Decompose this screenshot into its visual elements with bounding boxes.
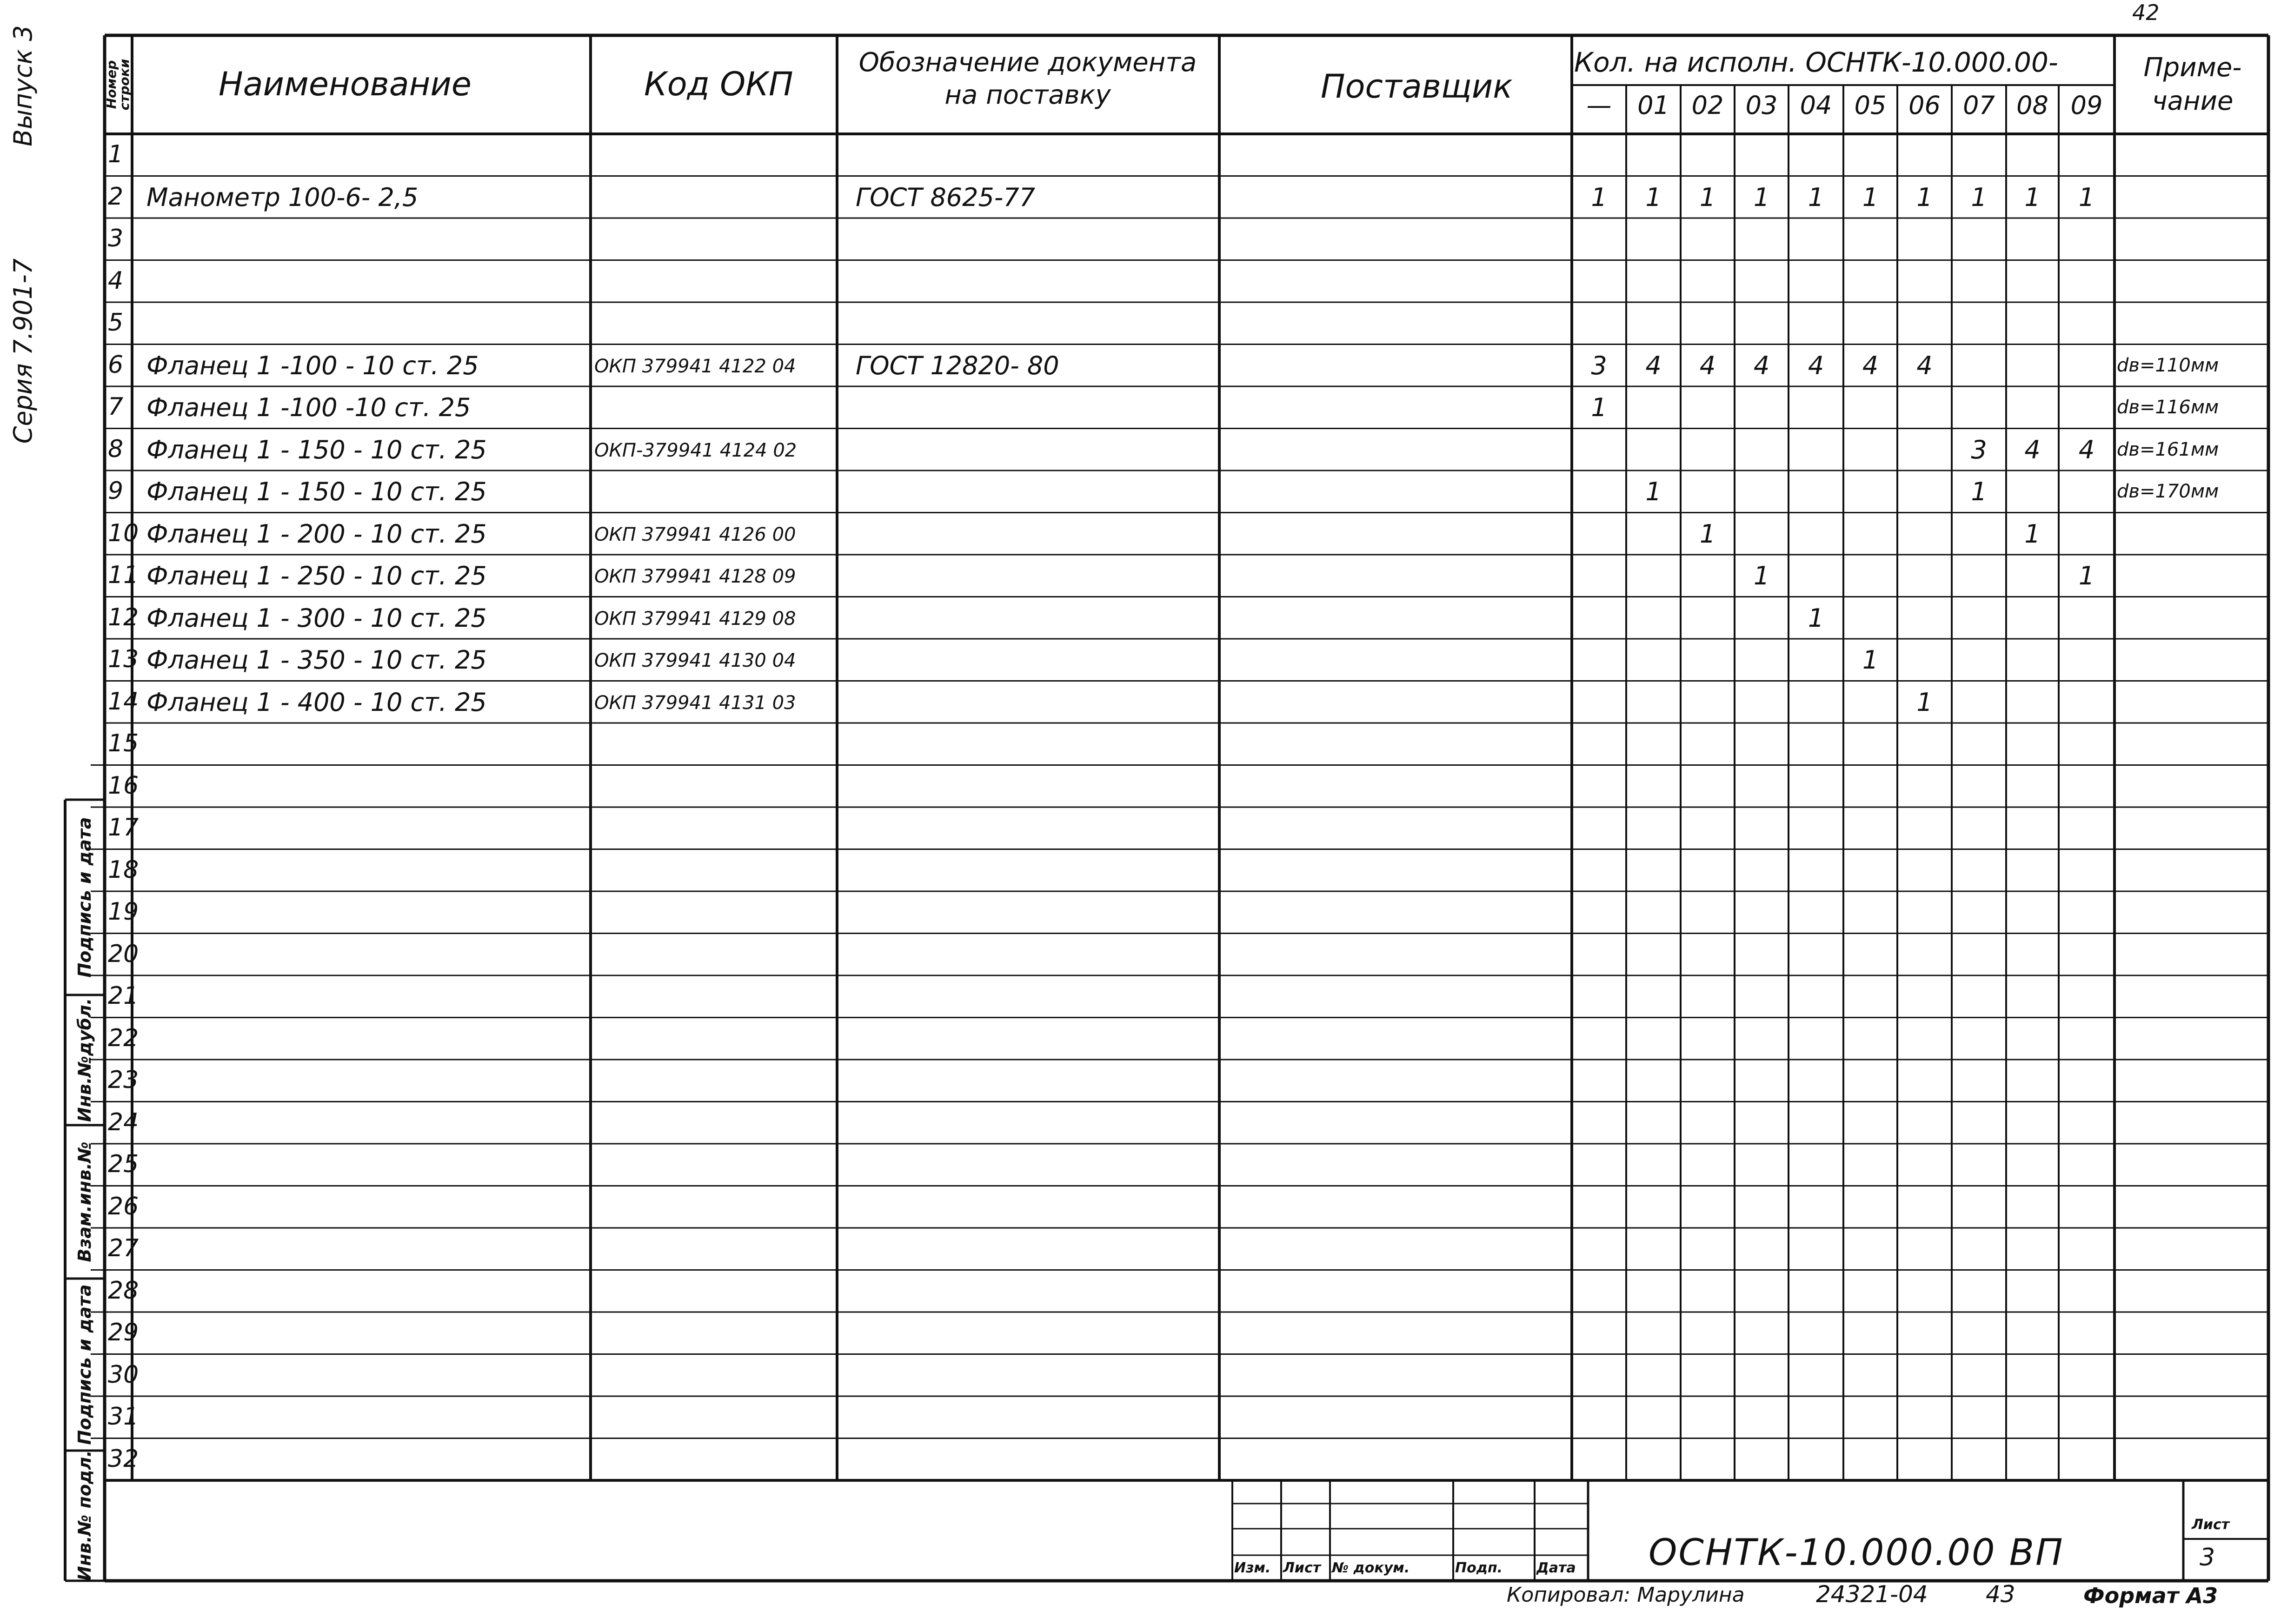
row-number: 28 <box>108 1276 139 1305</box>
header-qty-col: 06 <box>1908 91 1941 120</box>
row-name: Фланец 1 - 200 - 10 ст. 25 <box>146 519 487 549</box>
header-qty-col: 07 <box>1963 91 1995 120</box>
row-qty: 4 <box>1753 351 1770 380</box>
header-qty-col: 09 <box>2070 91 2103 120</box>
row-qty: 1 <box>1699 182 1716 212</box>
row-qty: 1 <box>1591 182 1607 212</box>
row-qty: 4 <box>2078 435 2095 464</box>
row-number: 27 <box>108 1234 139 1262</box>
row-qty: 1 <box>2024 519 2041 549</box>
copied-by: Копировал: Марулина <box>1507 1583 1745 1607</box>
header-qty-col: 01 <box>1637 91 1669 120</box>
row-number: 11 <box>108 561 139 589</box>
row-qty: 4 <box>1916 351 1933 380</box>
row-qty: 1 <box>1862 645 1879 675</box>
row-number: 32 <box>108 1445 139 1473</box>
row-name: Фланец 1 - 250 - 10 ст. 25 <box>146 561 487 590</box>
header-qty-group: Кол. на исполн. ОСНТК-10.000.00- <box>1574 46 2058 78</box>
row-okp: ОКП 379941 4131 03 <box>594 692 796 714</box>
header-qty-col: 05 <box>1854 91 1887 120</box>
page-number: 42 <box>2132 0 2160 25</box>
row-number: 23 <box>108 1066 139 1094</box>
row-number: 16 <box>108 771 139 800</box>
row-qty: 4 <box>1699 351 1716 380</box>
row-qty: 1 <box>1699 519 1716 549</box>
row-qty: 1 <box>1808 182 1824 212</box>
header-supplier: Поставщик <box>1321 67 1513 106</box>
row-number: 12 <box>108 603 139 631</box>
stamp-label: Подпись и дата <box>74 1284 95 1445</box>
title-block-label: Подп. <box>1455 1560 1503 1576</box>
title-block-label: Дата <box>1536 1560 1576 1576</box>
stamp-label: Взам.инв.№ <box>74 1141 95 1262</box>
row-okp: ОКП-379941 4124 02 <box>594 439 797 461</box>
row-name: Фланец 1 - 400 - 10 ст. 25 <box>146 687 487 717</box>
row-doc-designation: ГОСТ 8625-77 <box>856 182 1036 212</box>
row-name: Фланец 1 - 150 - 10 ст. 25 <box>146 435 487 464</box>
row-number: 20 <box>108 940 139 968</box>
row-number: 8 <box>108 435 124 463</box>
row-number: 4 <box>108 266 124 295</box>
row-qty: 1 <box>2078 561 2095 590</box>
row-qty: 1 <box>1916 182 1933 212</box>
row-qty: 3 <box>1591 351 1607 380</box>
format-label: Формат А3 <box>2083 1583 2218 1608</box>
header-qty-col: 08 <box>2016 91 2048 120</box>
header-doc: Обозначение документа на поставку <box>858 47 1197 110</box>
title-block-label: № докум. <box>1332 1560 1410 1576</box>
row-number: 14 <box>108 687 139 716</box>
row-qty: 1 <box>1753 561 1770 590</box>
row-qty: 1 <box>1971 477 1987 506</box>
row-doc-designation: ГОСТ 12820- 80 <box>856 351 1059 380</box>
row-number: 21 <box>108 982 139 1010</box>
row-number: 22 <box>108 1024 139 1052</box>
row-note: dв=170мм <box>2117 481 2219 502</box>
stamp-label: Инв.№ подл. <box>74 1450 95 1581</box>
row-number: 19 <box>108 898 139 926</box>
row-qty: 4 <box>1808 351 1824 380</box>
footer-code: 24321-04 <box>1816 1581 1928 1608</box>
row-name: Фланец 1 -100 - 10 ст. 25 <box>146 351 479 380</box>
header-qty-col: — <box>1586 91 1612 120</box>
row-qty: 1 <box>2024 182 2041 212</box>
row-number: 31 <box>108 1403 139 1431</box>
row-qty: 1 <box>1862 182 1879 212</box>
row-okp: ОКП 379941 4128 09 <box>594 566 796 587</box>
row-qty: 1 <box>2078 182 2095 212</box>
row-number: 29 <box>108 1319 139 1346</box>
row-number: 1 <box>108 140 124 168</box>
row-name: Фланец 1 - 350 - 10 ст. 25 <box>146 645 487 675</box>
row-qty: 1 <box>1645 182 1662 212</box>
row-number: 10 <box>108 519 139 547</box>
row-qty: 4 <box>2024 435 2041 464</box>
row-number: 30 <box>108 1360 139 1389</box>
header-note: Приме-чание <box>2143 53 2242 116</box>
header-row-number: Номер строки <box>104 59 132 111</box>
row-number: 18 <box>108 855 139 884</box>
header-name: Наименование <box>219 65 472 103</box>
row-number: 17 <box>108 814 139 842</box>
row-number: 26 <box>108 1192 139 1220</box>
row-name: Фланец 1 -100 -10 ст. 25 <box>146 393 471 422</box>
row-number: 15 <box>108 729 139 757</box>
header-qty-col: 03 <box>1745 91 1778 120</box>
footer-page: 43 <box>1986 1581 2015 1608</box>
row-okp: ОКП 379941 4129 08 <box>594 608 796 630</box>
row-number: 3 <box>108 225 124 252</box>
row-number: 2 <box>108 182 124 211</box>
row-number: 6 <box>108 351 124 379</box>
title-block-label: Изм. <box>1234 1560 1271 1576</box>
row-number: 5 <box>108 309 124 337</box>
stamp-label: Подпись и дата <box>74 817 95 978</box>
row-note: dв=161мм <box>2117 438 2219 460</box>
row-qty: 4 <box>1645 351 1662 380</box>
row-name: Манометр 100-6- 2,5 <box>146 182 419 212</box>
header-qty-col: 04 <box>1800 91 1832 120</box>
row-name: Фланец 1 - 300 - 10 ст. 25 <box>146 603 487 633</box>
row-qty: 1 <box>1645 477 1662 506</box>
row-qty: 4 <box>1862 351 1879 380</box>
row-qty: 1 <box>1591 393 1607 422</box>
row-qty: 1 <box>1808 603 1824 633</box>
series-label: Серия 7.901-7 <box>8 258 38 444</box>
row-number: 7 <box>108 393 124 421</box>
document-designation: ОСНТК-10.000.00 ВП <box>1649 1532 2064 1574</box>
row-number: 9 <box>108 477 124 505</box>
row-number: 24 <box>108 1108 139 1136</box>
row-qty: 1 <box>1753 182 1770 212</box>
sheet-number: 3 <box>2200 1544 2215 1571</box>
sheet-label: Лист <box>2192 1517 2230 1533</box>
issue-label: Выпуск 3 <box>8 25 38 146</box>
row-note: dв=116мм <box>2117 397 2219 418</box>
header-qty-col: 02 <box>1691 91 1724 120</box>
title-block-label: Лист <box>1283 1560 1321 1576</box>
row-okp: ОКП 379941 4122 04 <box>594 355 796 377</box>
header-okp: Код ОКП <box>644 65 793 103</box>
row-note: dв=110мм <box>2117 354 2219 376</box>
row-number: 13 <box>108 645 139 673</box>
row-name: Фланец 1 - 150 - 10 ст. 25 <box>146 477 487 506</box>
row-number: 25 <box>108 1150 139 1178</box>
stamp-label: Инв.№дубл. <box>74 998 95 1122</box>
row-qty: 3 <box>1971 435 1987 464</box>
row-okp: ОКП 379941 4126 00 <box>594 524 796 545</box>
row-qty: 1 <box>1971 182 1987 212</box>
row-qty: 1 <box>1916 687 1933 717</box>
row-okp: ОКП 379941 4130 04 <box>594 650 796 671</box>
